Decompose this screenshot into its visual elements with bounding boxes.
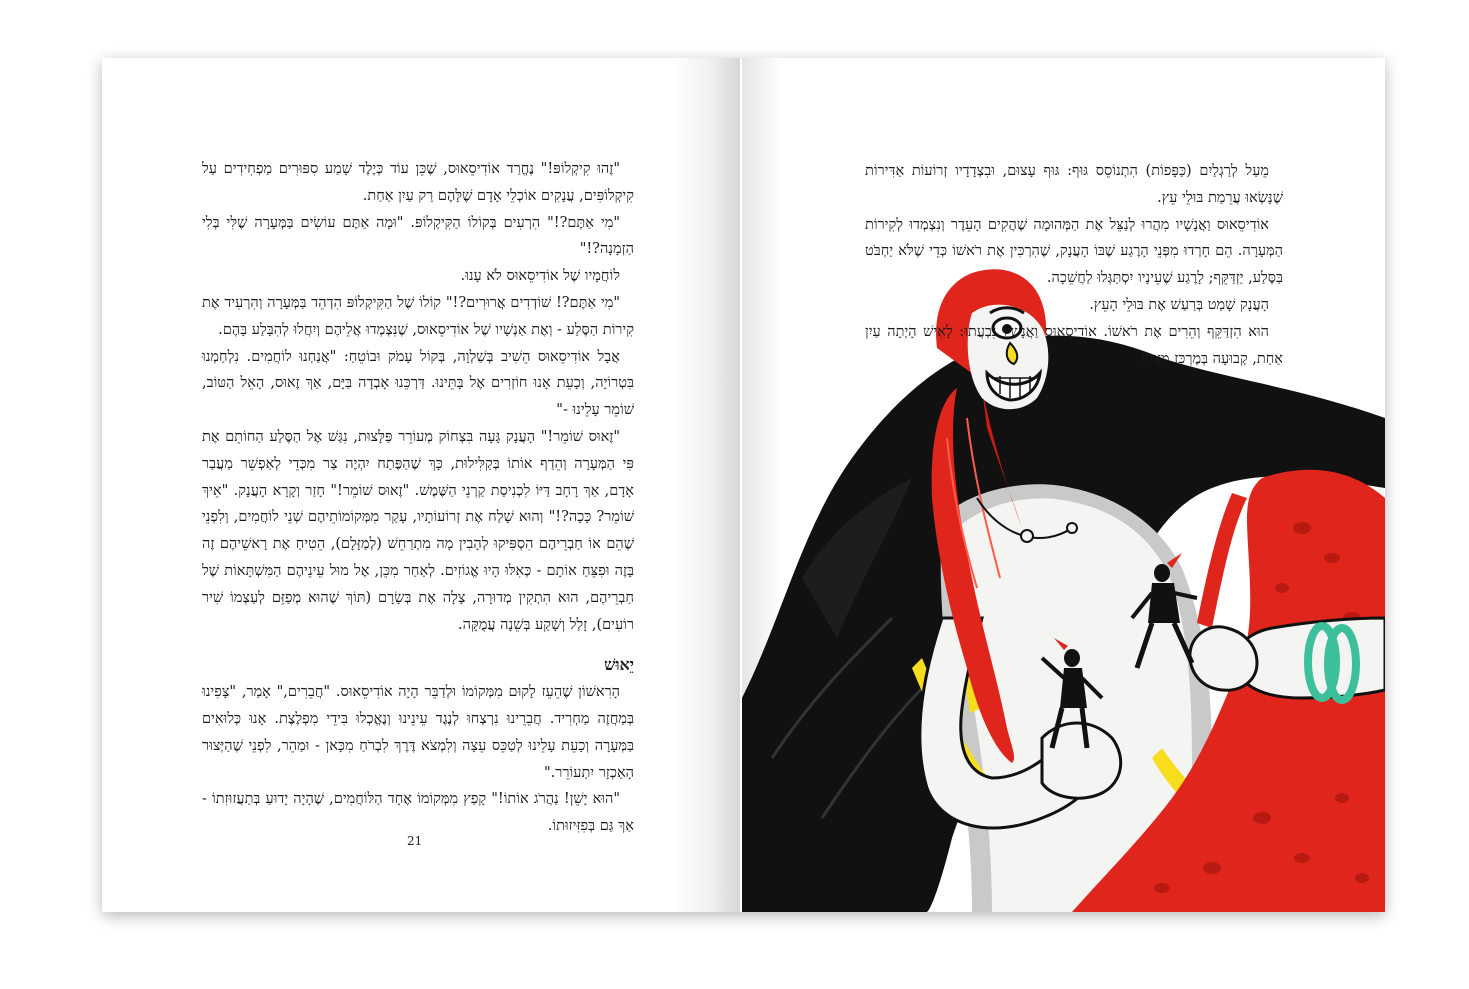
page-number: 21 [407,834,423,848]
paragraph: הוּא הִזְדַּקֵּף וְהֵרִים אֶת רֹאשׁוֹ. אוֹדִיסֵאוּס וַאֲנָשָׁיו נִבְעֲתוּ: לָאִישׁ הָיְתָה עַיִן אַחַת, קְבוּעָה בְּמֶרְכַּז מִצְחוֹ. [865,323,1283,367]
leopard-spot [1154,883,1170,893]
paragraph: לוֹחֲמָיו שֶׁל אוֹדִיסֵאוּס לֹא עָנוּ. [460,268,620,285]
left-text-column [202,156,634,840]
leopard-spot [1335,793,1349,803]
right-page [742,58,1385,912]
paragraph: הָרִאשׁוֹן שֶׁהֵעֵז לָקוּם מִמְּקוֹמוֹ וּלְדַבֵּר הָיָה אוֹדִיסֵאוּס. "חֲבֵרִים," אָמַר, "צָפִינוּ בְּמַחֲזֶה מַחְרִיד. חֲבֵרֵינוּ נִרְצְחוּ לְנֶגֶד עֵינֵינוּ וְנֶאֱכְלוּ בִּידֵי מִפְלֶצֶת. אָנוּ כְּלוּאִים בַּמְּעָרָה וְכָעֵת עָלֵינוּ לְטַכֵּס עֵצָה וְלִמְצֹא דֶּרֶךְ לִבְרֹחַ מִכָּאן - וּמַהֵר, לִפְנֵי שֶׁהַיְּצוּר הָאַכְזָר יִתְעוֹרֵר." [202,684,634,781]
leopard-spot [1355,873,1369,883]
paragraph: "זֶאוּס שׁוֹמֵר!" הָעֲנָק גָּעָה בִּצְחוֹק מְעוֹרֵר פַּלָּצוּת, נִגַּשׁ אֶל הַסֶּלַע הַחוֹתֵם אֶת פִּי הַמְּעָרָה וְהֵדַף אוֹתוֹ בְּקַלִּילוּת, כָּךְ שֶׁהַפֶּתַח יִהְיֶה צַר מִכְּדֵי לְאַפְשֵׁר מַעֲבַר אָדָם, אַךְ רָחָב דַּיּוֹ לִכְנִיסַת קַרְנֵי הַשֶּׁמֶשׁ. "זֶאוּס שׁוֹמֵר!" חָזַר וְקָרָא הָעֲנָק. "אֵיךְ שׁוֹמֵר? כָּכָה?!" וְהוּא שָׁלַח אֶת זְרוֹעוֹתָיו, עָקַר מִמְּקוֹמוֹתֵיהֶם שְׁנֵי לוֹחֲמִים, וְלִפְנֵי שֶׁהֵם אוֹ חַבְרֵיהֶם הִסְפִּיקוּ לְהָבִין מָה מִתְרַחֵשׁ (לְמַזָּלָם), הֵטִיחַ אֶת רָאשֵׁיהֶם זֶה בָּזֶה וּפִצֵּחַ אוֹתָם - כְּאִלּוּ הָיוּ אֱגוֹזִים. לְאַחַר מִכֵּן, אֶל מוּל עֵינֵיהֶם הַמִּשְׁתָּאוֹת שֶׁל חַבְרֵיהֶם, הוּא הִתְקִין מְדוּרָה, צָלָה אֶת בְּשָׂרָם (תּוֹךְ שֶׁהוּא מְפַזֵּם לְעַצְמוֹ שִׁיר רוֹעִים), זָלַל וְשָׁקַע בְּשֵׁנָה עֲמֻקָּה. [202,428,634,633]
section-heading: יֵאוּשׁ [604,655,634,675]
leopard-spot [1203,862,1221,874]
paragraph: "מִי אַתֶּם?! שׁוֹדְדִים אֲרוּרִים?!" קוֹלוֹ שֶׁל הַקִּיקְלוֹפּ הִדְהֵד בַּמְּעָרָה וְהִרְעִיד אֶת קִירוֹת הַסֶּלַע - וְאֶת אַנְשָׁיו שֶׁל אוֹדִיסֵאוּס, שֶׁנִּצְמְדוּ אֲלֵיהֶם וְיִחֲלוּ לְהִבָּלַע בָּהֶם. [202,294,634,338]
paragraph: מֵעַל לְרַגְלַיִם (כַּפָּפוֹת) הִתְנוֹסֵס גּוּף: גּוּף עָצוּם, וּבִצְדָדָיו זְרוֹעוֹת אַדִּירוֹת שֶׁנָּשְׂאוּ עֲרֵמַת בּוּלֵי עֵץ. [865,163,1283,206]
paragraph: "הוּא יָשֵׁן! נַהֲרֹג אוֹתוֹ!" קָפַץ מִמְּקוֹמוֹ אֶחָד הַלּוֹחֲמִים, שֶׁהָיָה יָדוּעַ בְּתַעֲזוּזִתוֹ - אַךְ גַּם בְּפִזִּיזוּתוֹ. [202,791,634,835]
paragraph: "זֶהוּ קִיקְלוֹפּ!" נֶחֱרַד אוֹדִיסֵאוּס, שֶׁכֵּן עוֹד כְּיֶלֶד שָׁמַע סִפּוּרִים מַפְחִידִים עַל קִיקְלוֹפִּים, עֲנָקִים אוֹכְלֵי אָדָם שֶׁלָּהֶם רַק עַיִן אַחַת. [202,161,634,204]
leopard-spot [1324,553,1340,563]
right-text-column [865,158,1283,372]
soldier-head [1154,564,1170,582]
soldier-head [1064,649,1080,667]
leopard-spot [1275,583,1289,593]
gutter-shadow [670,58,740,912]
necklace-bead [1021,530,1033,542]
left-page [102,58,740,912]
paragraph: אֲבָל אוֹדִיסֵאוּס הֵשִׁיב בְּשַׁלְוָה, בְּקוֹל עָמֹק וּבוֹטֵחַ: "אֲנַחְנוּ לוֹחֲמִים. נִלְחַמְנוּ בִּטְרוֹיָה, וְכָעֵת אָנוּ חוֹזְרִים אֶל בָּתֵּינוּ. דַּרְכֵּנוּ אָבְדָה בַּיָּם, אַךְ זֶאוּס, הָאֵל הַטּוֹב, שׁוֹמֵר עָלֵינוּ -" [202,348,634,419]
book-spread [102,58,1385,912]
red-dress-left-strap [1197,493,1247,628]
necklace-bead [1067,523,1077,533]
leopard-spot [1294,853,1310,863]
right-hand [1190,627,1257,690]
paragraph: "מִי אַתֶּם?!" הִרְעִים בְּקוֹלוֹ הַקִּיקְלוֹפּ. "וּמָה אַתֶּם עוֹשִׂים בַּמְּעָרָה שֶׁלִּי בְּלִי הַזְמָנָה?!" [202,214,634,258]
paragraph: הָעֲנָק שָׁמַט בְּרַעַשׁ אֶת בּוּלֵי הָעֵץ. [1089,296,1269,313]
leopard-spot [1293,522,1311,534]
leopard-spot [1253,812,1271,824]
paragraph: אוֹדִיסֵאוּס וַאֲנָשָׁיו מִהֲרוּ לְנַצֵּל אֶת הַמְּהוּמָה שֶׁהֲקִים הָעֵדֶר וְנִצְמְדוּ לְקִירוֹת הַמְּעָרָה. הֵם חָרְדוּ מִפְּנֵי הָרֶגַע שֶׁבּוֹ הָעֲנָק, שֶׁהִרְכִּין אֶת רֹאשׁוֹ כְּדֵי שֶׁלֹּא יַחְבֹּט בַּסֶּלַע, יַזְדַּקֵּף; לָרֶגַע שֶׁעֵינָיו יִסְתַּגְּלוּ לַחֲשֵׁכָה. [865,216,1283,287]
